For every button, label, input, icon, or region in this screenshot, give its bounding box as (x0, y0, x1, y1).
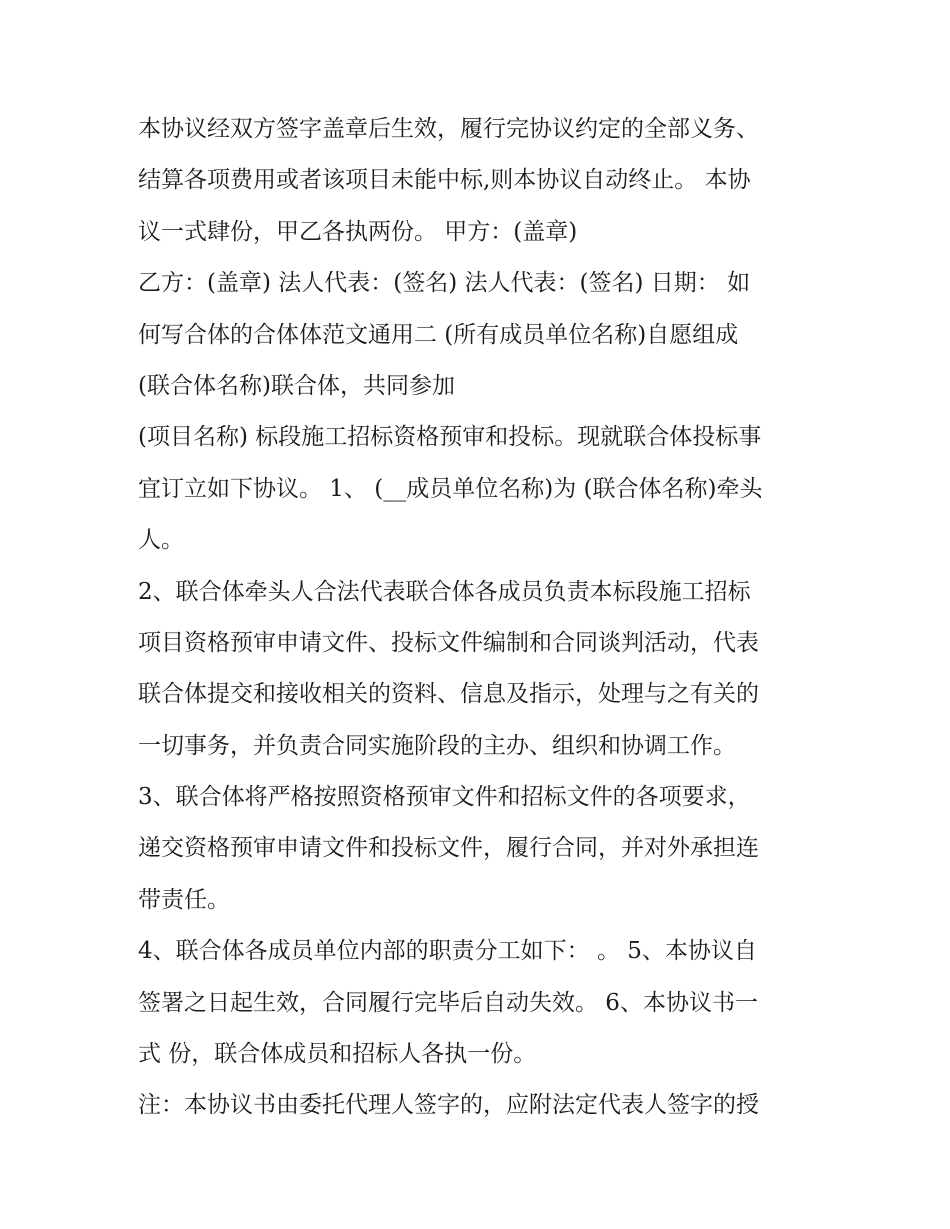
text-line: (项目名称) 标段施工招标资格预审和投标。现就联合体投标事 (138, 424, 762, 451)
text-line: 4、联合体各成员单位内部的职责分工如下： 。 5、本协议自 (138, 938, 757, 965)
text-line: 3、联合体将严格按照资格预审文件和招标文件的各项要求， (138, 784, 751, 811)
text-line: 联合体提交和接收相关的资料、信息及指示，处理与之有关的 (138, 681, 759, 708)
text-line: 一切事务，并负责合同实施阶段的主办、组织和协调工作。 (138, 732, 736, 759)
text-line: 宜订立如下协议。 1、 (__成员单位名称)为 (联合体名称)牵头 (138, 475, 763, 502)
text-line: 2、联合体牵头人合法代表联合体各成员负责本标段施工招标 (138, 578, 751, 605)
text-line: 何写合体的合体体范文通用二 (所有成员单位名称)自愿组成 (138, 321, 739, 348)
document-body (138, 104, 838, 1132)
text-line: (联合体名称)联合体，共同参加 (138, 372, 455, 399)
text-line: 项目资格预审申请文件、投标文件编制和合同谈判活动，代表 (138, 629, 759, 656)
text-line: 结算各项费用或者该项目未能中标,则本协议自动终止。 本协 (138, 167, 751, 194)
text-line: 人。 (138, 527, 184, 554)
text-line: 签署之日起生效，合同履行完毕后自动失效。 6、本协议书一 (138, 989, 758, 1016)
text-line: 带责任。 (138, 886, 230, 913)
text-line: 注：本协议书由委托代理人签字的，应附法定代表人签字的授 (138, 1092, 759, 1119)
text-line: 递交资格预审申请文件和投标文件，履行合同，并对外承担连 (138, 835, 759, 862)
text-line: 乙方：(盖章) 法人代表：(签名) 法人代表：(签名) 日期： 如 (138, 270, 751, 297)
text-line: 本协议经双方签字盖章后生效，履行完协议约定的全部义务、 (138, 116, 759, 142)
text-line: 议一式肆份，甲乙各执两份。 甲方：(盖章) (138, 218, 578, 245)
text-line: 式 份，联合体成员和招标人各执一份。 (138, 1041, 537, 1068)
